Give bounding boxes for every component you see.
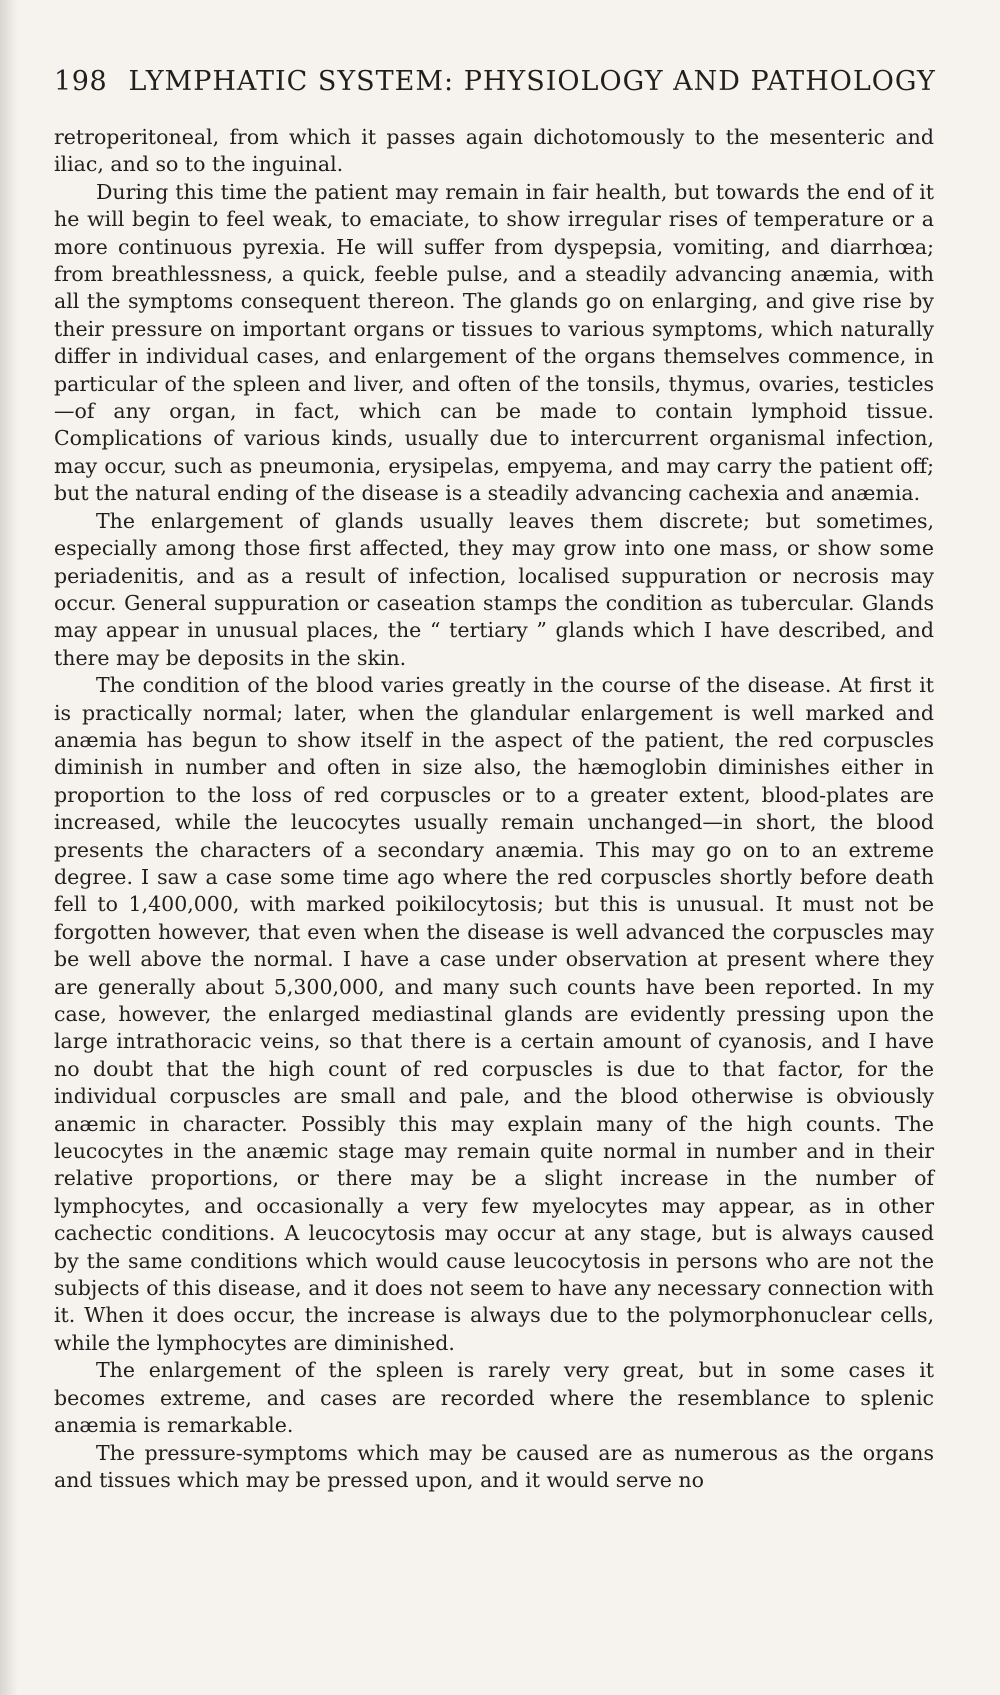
paragraph-clinical-course: During this time the patient may remain in fair health, but towards the end of it he will begin to feel weak, to emaciate, to show irregular rises of temperature or a more continuous pyrexia. He will suffer from dyspepsia, vomiting, and diarrhœa; from breathlessness, a quick, feeble pulse, and a steadily advancing anæmia, with all the symptoms consequent thereon. The glands go on enlarging, and give rise by their pressure on important organs or tissues to various symptoms, which naturally differ in individual cases, and enlargement of the organs themselves commence, in particular of the spleen and liver, and often of the tonsils, thymus, ovaries, testicles—of any organ, in fact, which can be made to contain lymphoid tissue. Complications of various kinds, usually due to intercurrent organismal infection, may occur, such as pneumonia, erysipelas, empyema, and may carry the patient off; but the natural ending of the disease is a steadily advancing cachexia and anæmia.: [54, 179, 934, 506]
paragraph-pressure-symptoms: The pressure-symptoms which may be caused are as numerous as the organs and tissues which may be pressed upon, and it would serve no: [54, 1440, 934, 1492]
paragraph-spleen: The enlargement of the spleen is rarely very great, but in some cases it becomes extreme, and cases are recorded where the resemblance to splenic anæmia is remarkable.: [54, 1358, 934, 1438]
paragraph-continuation: retroperitoneal, from which it passes again dichotomously to the mesenteric and iliac, and so to the inguinal.: [54, 125, 934, 177]
page-gutter-shadow: [0, 0, 18, 1695]
page-header: [54, 66, 936, 97]
body-text: [54, 124, 934, 1494]
paragraph-gland-enlargement: The enlargement of glands usually leaves them discrete; but sometimes, especially among those first affected, they may grow into one mass, or show some periadenitis, and as a result of infection, localised suppuration or necrosis may occur. General suppuration or caseation stamps the condition as tubercular. Glands may appear in unusual places, the “ tertiary ” glands which I have described, and there may be deposits in the skin.: [54, 508, 934, 670]
running-title: LYMPHATIC SYSTEM: PHYSIOLOGY AND PATHOLOGY: [128, 66, 936, 97]
page-number: 198: [54, 66, 108, 97]
paragraph-blood-condition: The condition of the blood varies greatly in the course of the disease. At first it is practically normal; later, when the glandular enlargement is well marked and anæmia has begun to show itself in the aspect of the patient, the red corpuscles diminish in number and often in size also, the hæmoglobin diminishes either in proportion to the loss of red corpuscles or to a greater extent, blood-plates are increased, while the leucocytes usually remain unchanged—in short, the blood presents the characters of a secondary anæmia. This may go on to an extreme degree. I saw a case some time ago where the red corpuscles shortly before death fell to 1,400,000, with marked poikilocytosis; but this is unusual. It must not be forgotten however, that even when the disease is well advanced the corpuscles may be well above the normal. I have a case under observation at present where they are generally about 5,300,000, and many such counts have been reported. In my case, however, the enlarged mediastinal glands are evidently pressing upon the large intrathoracic veins, so that there is a certain amount of cyanosis, and I have no doubt that the high count of red corpuscles is due to that factor, for the individual corpuscles are small and pale, and the blood otherwise is obviously anæmic in character. Possibly this may explain many of the high counts. The leucocytes in the anæmic stage may remain quite normal in number and in their relative proportions, or there may be a slight increase in the number of lymphocytes, and occasionally a very few myelocytes may appear, as in other cachectic conditions. A leucocytosis may occur at any stage, but is always caused by the same conditions which would cause leucocytosis in persons who are not the subjects of this disease, and it does not seem to have any necessary connection with it. When it does occur, the increase is always due to the polymorphonuclear cells, while the lymphocytes are diminished.: [54, 673, 934, 1355]
